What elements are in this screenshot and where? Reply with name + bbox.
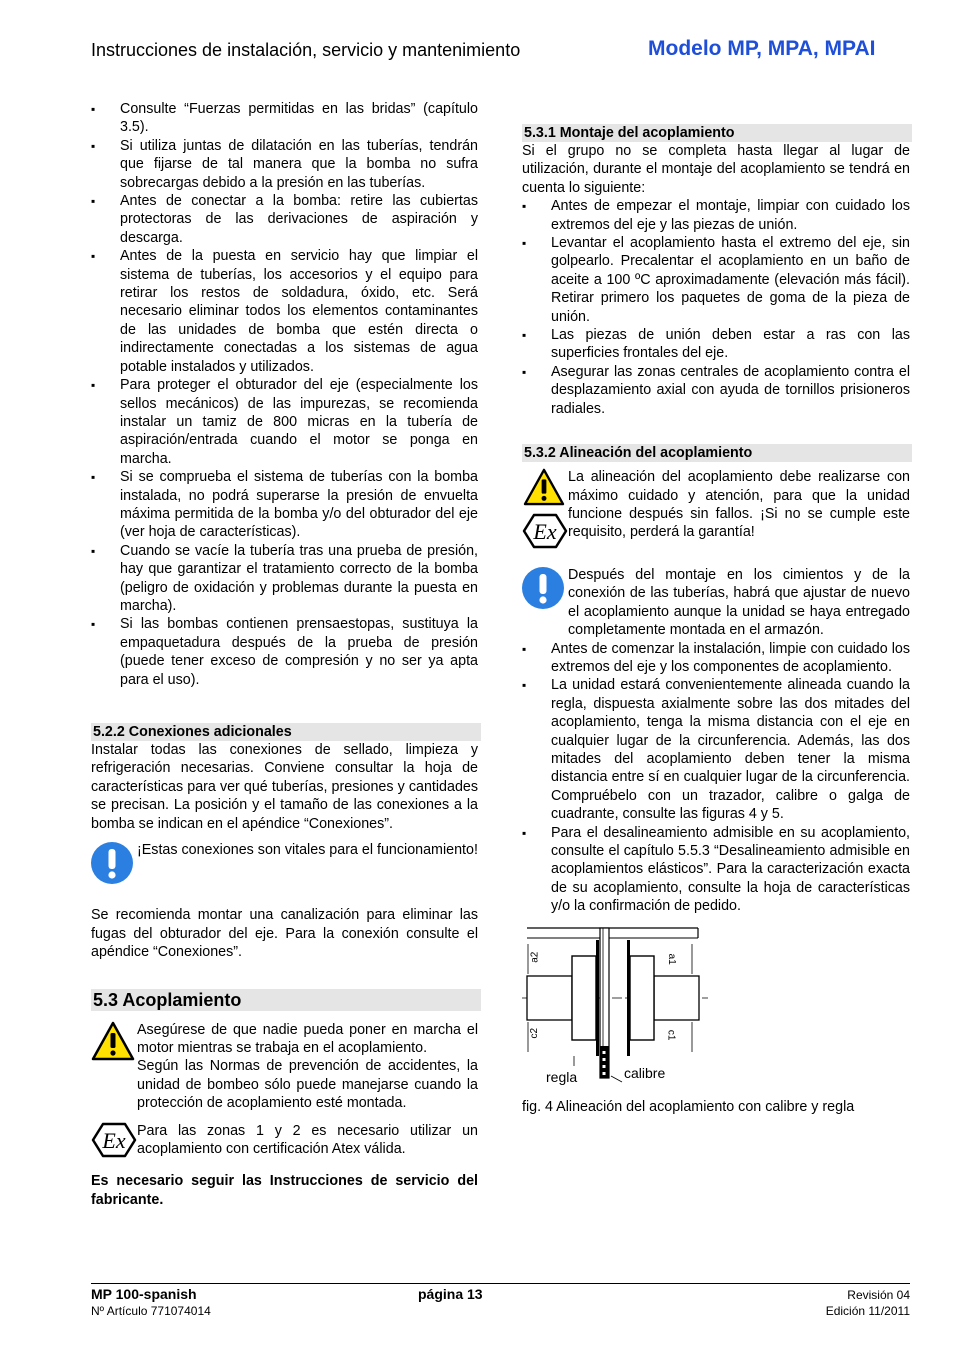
list-item: ▪ Cuando se vacíe la tubería tras una prueba de presión, hay que garantizar el tratamiento correcto de la bomba (peligro de oxidación y problemas durante la puesta en marcha).: [91, 542, 478, 616]
note-block-connections: [91, 841, 478, 890]
atex-block: [91, 1122, 478, 1163]
list-item: ▪ Antes de conectar a la bomba: retire las cubiertas protectoras de las derivaciones de aspiración y descarga.: [91, 192, 478, 247]
list-item: ▪ Antes de empezar el montaje, limpiar con cuidado los extremos del eje y las piezas de unión.: [522, 197, 910, 234]
warning-block-alignment: [522, 468, 910, 554]
footer-article-number: Nº Artículo 771074014: [91, 1304, 211, 1318]
coupling-alignment-figure: [522, 926, 722, 1092]
footer-page-number: página 13: [418, 1286, 483, 1302]
warning-triangle-icon: [522, 468, 566, 506]
atex-ex-icon: [91, 1122, 137, 1158]
label-c1: c1: [665, 1029, 677, 1041]
paragraph-5-2-2-second: Se recomienda montar una canalización para eliminar las fugas del obturador del eje. Para la conexión consulte el apéndice “Conexiones”.: [91, 907, 478, 961]
warning-text: La alineación del acoplamiento debe realizarse con máximo cuidado y atención, para que la unidad funcione después sin fallos. ¡Si no se cumple este requisito, perderá la garantía!: [568, 469, 910, 541]
footer-revision: Revisión 04: [847, 1288, 910, 1302]
list-item: ▪ Para proteger el obturador del eje (especialmente los sellos mecánicos) de las impurezas, se recomienda instalar un tamiz de 800 micras en la tubería de aspiración/entrada cuando el motor se ponga en marcha.: [91, 376, 478, 468]
heading-5-3: 5.3 Acoplamiento: [91, 989, 481, 1011]
atex-ex-icon: [522, 513, 568, 549]
warning-text-norms: Según las Normas de prevención de accidentes, la unidad de bombeo sólo puede manejarse cuando la protección de acoplamiento esté montada.: [137, 1058, 478, 1112]
label-calibre: calibre: [624, 1064, 666, 1081]
note-text: Después del montaje en los cimientos y de la conexión de las tuberías, habrá que ajustar de nuevo el acoplamiento aunque la unidad se haya entregado completamente montada en el armazón.: [568, 566, 910, 639]
warning-text: Asegúrese de que nadie pueda poner en marcha el motor mientras se trabaja en el acoplamiento.: [137, 1021, 478, 1057]
svg-text:Ex: Ex: [102, 1127, 126, 1153]
label-regla: regla: [546, 1068, 578, 1085]
mounting-bullet-list: [522, 197, 910, 418]
header-doc-title: Instrucciones de instalación, servicio y mantenimiento: [91, 40, 521, 60]
atex-text: Para las zonas 1 y 2 es necesario utilizar un acoplamiento con certificación Atex válida.: [137, 1122, 478, 1158]
heading-5-3-2: 5.3.2 Alineación del acoplamiento: [522, 444, 912, 462]
note-block-readjust: [522, 566, 910, 640]
label-a1: a1: [665, 953, 677, 965]
svg-text:Ex: Ex: [533, 518, 557, 544]
heading-5-2-2: 5.2.2 Conexiones adicionales: [91, 723, 481, 741]
label-a2: a2: [529, 951, 541, 963]
warning-triangle-icon: [91, 1021, 135, 1061]
manufacturer-instructions-note: Es necesario seguir las Instrucciones de servicio del fabricante.: [91, 1173, 478, 1208]
list-item: ▪ Para el desalineamiento admisible en su acoplamiento, consulte el capítulo 5.5.3 “Desalineamiento admisible en acoplamientos elásticos”. Para la caracterización exacta de su acoplamiento, consulte la hoja de características y/o la confirmación de pedido.: [522, 824, 910, 916]
left-column: [91, 100, 478, 1209]
right-column: [522, 124, 910, 1116]
paragraph-5-3-1: Si el grupo no se completa hasta llegar al lugar de utilización, durante el montaje del acoplamiento se tendrá en cuenta lo siguiente:: [522, 143, 910, 196]
list-item: ▪ Asegurar las zonas centrales de acoplamiento contra el desplazamiento axial con ayuda de tornillos prisioneros radiales.: [522, 363, 910, 418]
alignment-bullet-list: [522, 640, 910, 916]
figure-caption: fig. 4 Alineación del acoplamiento con calibre y regla: [522, 1098, 855, 1115]
list-item: ▪ Antes de la puesta en servicio hay que limpiar el sistema de tuberías, los accesorios y el equipo para retirar los restos de soldadura, óxido, etc. Será necesario eliminar todos los elementos contaminantes de las unidades de bomba que estén directa o indirectamente conectadas a los sistemas de agua potable instalados y utilizados.: [91, 247, 478, 376]
header-model-title: Modelo MP, MPA, MPAI: [648, 37, 876, 60]
list-item: ▪ Levantar el acoplamiento hasta el extremo del eje, sin golpearlo. Precalentar el acoplamiento en un baño de aceite a 100 ºC aproximadamente (elevación más fácil). Retirar primero los paquetes de goma de la pieza de unión.: [522, 234, 910, 326]
footer-doc-id: MP 100-spanish: [91, 1286, 197, 1302]
label-c2: c2: [529, 1027, 541, 1039]
note-text: ¡Estas conexiones son vitales para el funcionamiento!: [137, 842, 478, 859]
info-exclamation-icon: [522, 566, 566, 610]
info-exclamation-icon: [91, 841, 135, 885]
list-item: ▪ Consulte “Fuerzas permitidas en las bridas” (capítulo 3.5).: [91, 100, 478, 137]
list-item: ▪ Si las bombas contienen prensaestopas, sustituya la empaquetadura después de la prueba de presión (puede tener exceso de compresión y no ser ya apta para el uso).: [91, 615, 478, 689]
warning-block-coupling: [91, 1021, 478, 1113]
list-item: ▪ Si utiliza juntas de dilatación en las tuberías, tendrán que fijarse de tal manera que la bomba no sufra sobrecargas debido a la presión en las tuberías.: [91, 137, 478, 192]
list-item: ▪ Antes de comenzar la instalación, limpie con cuidado los extremos del eje y los componentes de acoplamiento.: [522, 640, 910, 677]
paragraph-5-2-2: Instalar todas las conexiones de sellado, limpieza y refrigeración necesarias. Conviene consultar la hoja de características para ver qué tuberías, presiones y cantidades se precisan. La posición y el tamaño de las conexiones a la bomba se indican en el apéndice “Conexiones”.: [91, 742, 478, 832]
list-item: ▪ Si se comprueba el sistema de tuberías con la bomba instalada, no podrá superarse la presión de envuelta máxima permitida de la bomba y/o del obturador del eje (ver hoja de características).: [91, 468, 478, 542]
page-footer: [91, 1283, 910, 1318]
list-item: ▪ Las piezas de unión deben estar a ras con las superficies frontales del eje.: [522, 326, 910, 363]
left-bullet-list: [91, 100, 478, 689]
footer-edition: Edición 11/2011: [825, 1304, 910, 1318]
heading-5-3-1: 5.3.1 Montaje del acoplamiento: [522, 124, 912, 142]
list-item: ▪ La unidad estará convenientemente alineada cuando la regla, dispuesta axialmente sobre las dos mitades del acoplamiento, tenga la misma distancia con el eje en cualquier lugar de la circunferencia. Además, las dos mitades del acoplamiento deben tener la misma distancia entre sí en cualquier lugar de la circunferencia. Compruébelo con un trazador, calibre o galga de cuadrante, consulte las figuras 4 y 5.: [522, 676, 910, 823]
